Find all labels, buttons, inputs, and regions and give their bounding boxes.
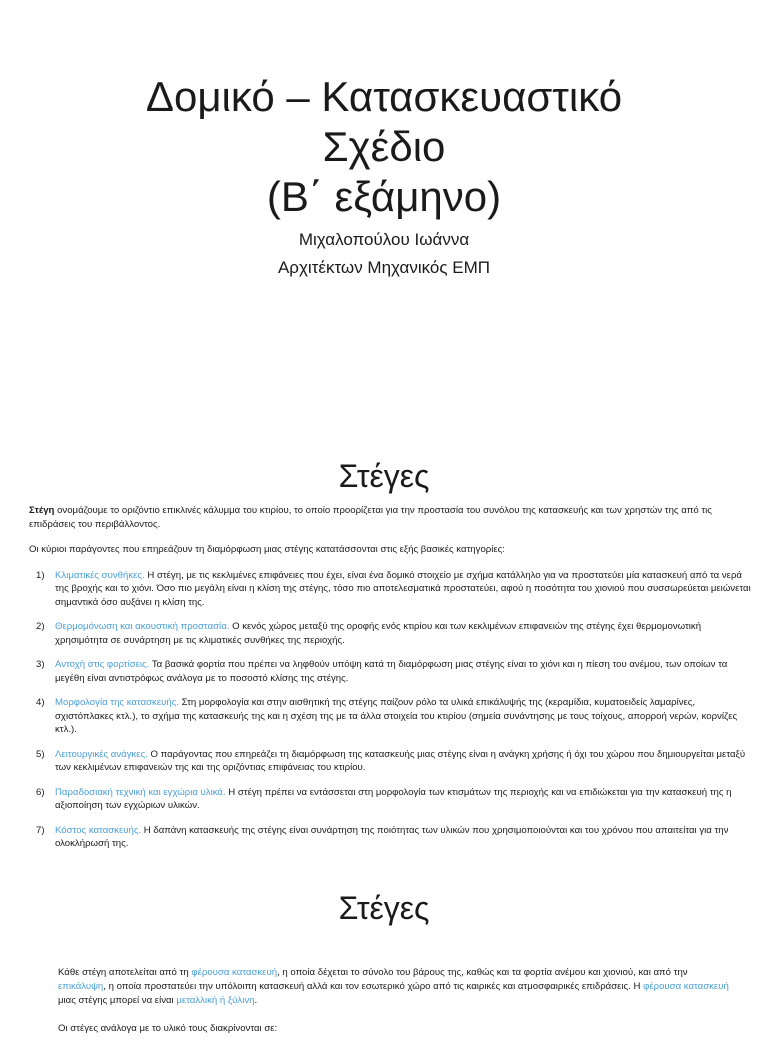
item-text: Τα βασικά φορτία που πρέπει να ληφθούν υπόψη κατά τη διαμόρφωση μιας στέγης είναι το χιόνι και η πίεση του ανέμου, των οποίων τα μεγέθη είναι αντιστρόφως ανάλογα με το ποσοστό κλίσης της στέγης.	[55, 659, 728, 684]
item-term: Κόστος κατασκευής.	[55, 824, 142, 836]
text-run: Κάθε στέγη αποτελείται από τη	[58, 967, 192, 978]
slide-body	[58, 966, 734, 1050]
structure-paragraph	[58, 966, 734, 1008]
item-text: Στη μορφολογία και στην αισθητική της στέγης παίζουν ρόλο τα υλικά επικάλυψής της (κεραμίδια, κυματοειδείς λαμαρίνες, σχιστόπλακες κτλ.), το σχήμα της κατασκευής της και η σχέση της με τα άλλα στοιχεία του κτιρίου (σημεία συνάντησης με τους τοίχους, απορροή νερών, κορνίζες κτλ.).	[55, 697, 738, 735]
item-text: Η στέγη πρέπει να εντάσσεται στη μορφολογία των κτισμάτων της περιοχής και να επιδιώκεται για την κατασκευή της η αξιοποίηση των εγχώριων υλικών.	[55, 786, 732, 811]
item-number: 1)	[36, 569, 45, 581]
roofs-structure-slide	[0, 864, 768, 1034]
subtitle-block	[0, 226, 768, 282]
slide-body	[29, 504, 754, 862]
highlight-term: φέρουσα κατασκευή	[643, 981, 729, 992]
materials-paragraph: Οι στέγες ανάλογα με το υλικό τους διακρίνονται σε:	[58, 1023, 278, 1034]
item-term: Παραδοσιακή τεχνική και εγχώρια υλικά.	[55, 786, 226, 798]
item-number: 7)	[36, 824, 45, 836]
highlight-term: μεταλλική ή ξύλινη	[176, 995, 255, 1006]
item-number: 2)	[36, 621, 45, 632]
list-item	[29, 569, 754, 610]
text-run: , η οποία δέχεται το σύνολο του βάρους της, καθώς και τα φορτία ανέμου και χιονιού, και από την	[277, 967, 688, 978]
title-slide	[0, 0, 768, 432]
list-item	[29, 748, 754, 775]
factors-list	[29, 569, 754, 851]
item-number: 5)	[36, 748, 45, 760]
list-item	[29, 658, 754, 685]
item-text: Ο παράγοντας που επηρεάζει τη διαμόρφωση της κατασκευής μιας στέγης είναι η ανάγκη χρήσης ή όχι του χώρου που δημιουργείται μεταξύ των κεκλιμένων επιφανειών της και της οριζόντιας επιφάνειας του κτιρίου.	[55, 748, 746, 773]
author-affiliation: Αρχιτέκτων Μηχανικός ΕΜΠ	[277, 258, 491, 277]
slide-title: Στέγες	[338, 458, 430, 494]
item-term: Κλιματικές συνθήκες.	[55, 569, 145, 581]
factors-intro: Οι κύριοι παράγοντες που επηρεάζουν τη διαμόρφωση μιας στέγης κατατάσσονται στις εξής βασικές κατηγορίες:	[29, 544, 505, 555]
item-term: Μορφολογία της κατασκευής.	[55, 697, 179, 708]
text-run: .	[254, 995, 258, 1006]
list-item	[29, 620, 754, 647]
item-text: Ο κενός χώρος μεταξύ της οροφής ενός κτιρίου και των κεκλιμένων επιφανειών της στέγης έχει θερμομονωτική χρησιμότητα σε συνάρτηση με τις κλιματικές συνθήκες της περιοχής.	[55, 621, 702, 646]
title-line-2: Σχέδιο	[322, 123, 446, 170]
roofs-factors-slide	[0, 432, 768, 864]
highlight-term: φέρουσα κατασκευή	[191, 967, 278, 978]
highlight-term: επικάλυψη	[58, 981, 104, 992]
item-term: Λειτουργικές ανάγκες.	[55, 748, 148, 760]
item-text: Η δαπάνη κατασκευής της στέγης είναι συνάρτηση της ποιότητας των υλικών που χρησιμοποιούνται και του χρόνου που απαιτείται για την ολοκλήρωσή της.	[55, 824, 729, 849]
author-name: Μιχαλοπούλου Ιωάννα	[298, 230, 470, 249]
list-item	[29, 824, 754, 851]
list-item	[29, 786, 754, 813]
title-line-1: Δομικό – Κατασκευαστικό	[145, 73, 623, 120]
intro-term: Στέγη	[29, 505, 55, 516]
intro-paragraph	[29, 504, 754, 531]
text-run: μιας στέγης μπορεί να είναι	[58, 995, 177, 1006]
item-number: 4)	[36, 697, 45, 708]
title-line-3: (Β΄ εξάμηνο)	[266, 173, 502, 220]
course-title	[0, 72, 768, 222]
item-term: Αντοχή στις φορτίσεις.	[55, 659, 150, 670]
item-number: 6)	[36, 786, 45, 798]
text-run: , η οποία προστατεύει την υπόλοιπη κατασκευή αλλά και τον εσωτερικό χώρο από τις καιρικές και ατμοσφαιρικές επιδράσεις. Η	[103, 981, 644, 992]
item-term: Θερμομόνωση και ακουστική προστασία.	[55, 621, 230, 632]
item-text: Η στέγη, με τις κεκλιμένες επιφάνειες που έχει, είναι ένα δομικό στοιχείο με σχήμα κατάλληλο για να προστατεύει μία κατασκευή από τα νερά της βροχής και το χιόνι. Όσο πιο μεγάλη είναι η κλίση της στέγης, τόσο πιο αποτελεσματικά προστατεύει, αφού η ποσότητα του χιονιού που συσσωρεύεται μειώνεται σημαντικά όσο αυξάνει η κλίση της.	[55, 569, 751, 608]
item-number: 3)	[36, 659, 45, 670]
intro-text: ονομάζουμε το οριζόντιο επικλινές κάλυμμα του κτιρίου, το οποίο προορίζεται για την προστασία του συνόλου της κατασκευής και των χρηστών της από τις επιδράσεις του περιβάλλοντος.	[29, 505, 712, 530]
slide-title: Στέγες	[338, 890, 430, 926]
list-item	[29, 696, 754, 737]
